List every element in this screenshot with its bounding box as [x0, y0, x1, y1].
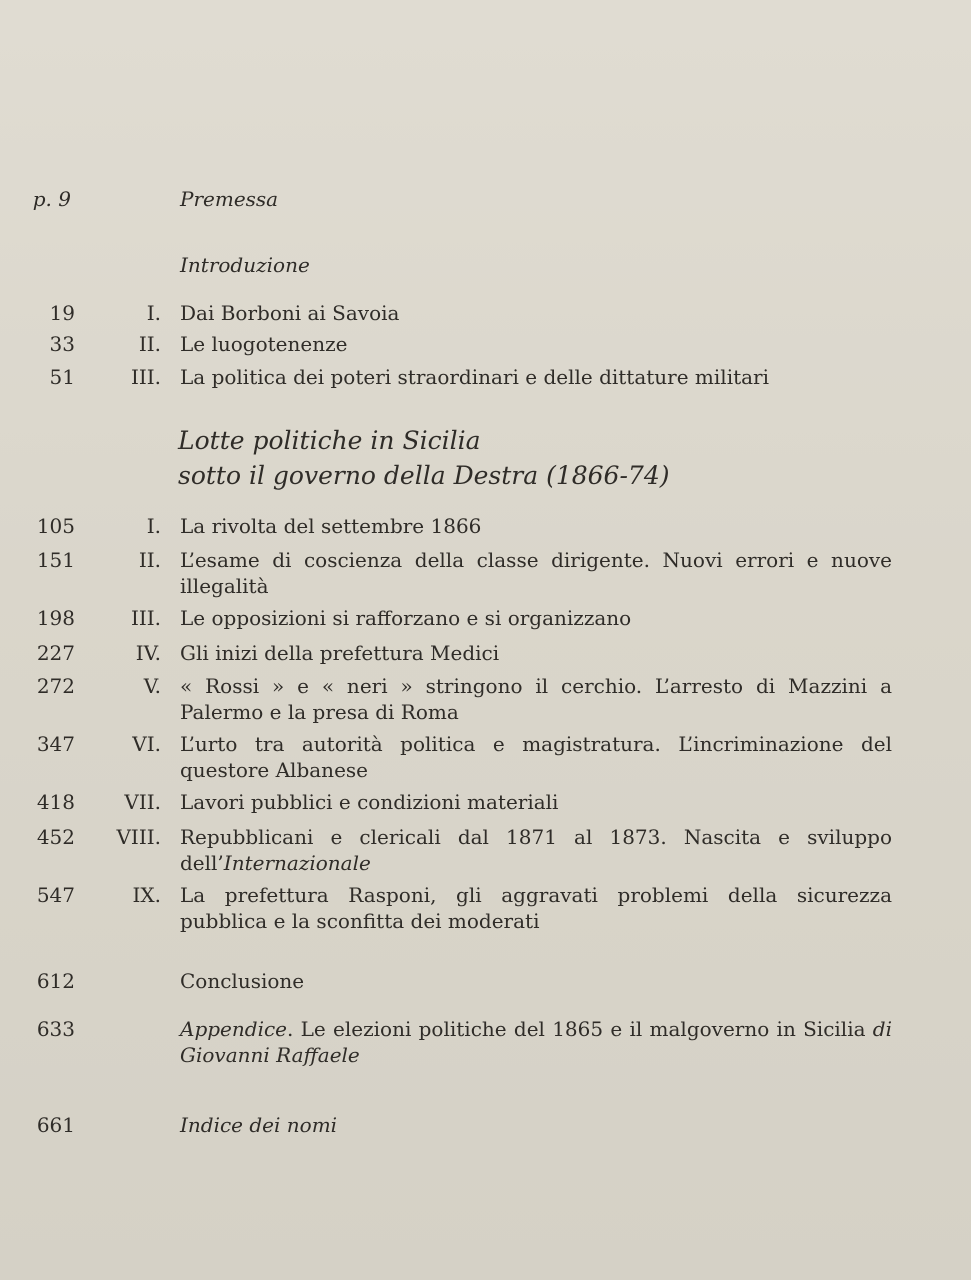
toc-page-number: 633	[36, 1017, 75, 1041]
toc-page-number: 198	[36, 606, 75, 630]
toc-title: « Rossi » e « neri » stringono il cerchio. L’arresto di Mazzini a Palermo e la presa di Roma	[180, 674, 892, 724]
toc-chapter-number: VII.	[124, 790, 161, 814]
toc-page-number: 347	[36, 732, 75, 756]
toc-title: Dai Borboni ai Savoia	[180, 301, 400, 325]
toc-page-number: 612	[36, 969, 75, 993]
appendix-author: Giovanni Raffaele	[180, 1043, 360, 1067]
toc-chapter-number: VI.	[132, 732, 161, 756]
appendix-text: . Le elezioni politiche del 1865 e il malgoverno in Sicilia	[287, 1017, 873, 1041]
part-title-line-2: sotto il governo della Destra (1866-74)	[178, 461, 670, 490]
toc-title: Indice dei nomi	[180, 1113, 338, 1137]
toc-title: La rivolta del settembre 1866	[180, 514, 482, 538]
toc-chapter-number: I.	[146, 301, 161, 325]
toc-page-number: 418	[36, 790, 75, 814]
part-title-line-1: Lotte politiche in Sicilia	[178, 426, 481, 455]
toc-page-number: 151	[36, 548, 75, 572]
toc-title: Gli inizi della prefettura Medici	[180, 641, 500, 665]
toc-title: Premessa	[180, 187, 279, 211]
toc-page-number: 227	[36, 641, 75, 665]
toc-page-number: 105	[36, 514, 75, 538]
toc-chapter-number: II.	[138, 548, 161, 572]
toc-title: Le opposizioni si rafforzano e si organizzano	[180, 606, 632, 630]
toc-page-number: 547	[36, 883, 75, 907]
toc-page-number: 19	[49, 301, 75, 325]
toc-page-number: 661	[36, 1113, 75, 1137]
toc-page-number: 33	[49, 332, 75, 356]
toc-title	[180, 1016, 892, 1068]
toc-page-number: 51	[49, 365, 75, 389]
toc-page-number: 272	[36, 674, 75, 698]
toc-title-italic: Internazionale	[223, 851, 371, 875]
appendix-by: di	[872, 1017, 892, 1041]
toc-chapter-number: II.	[138, 332, 161, 356]
toc-title: Lavori pubblici e condizioni materiali	[180, 790, 559, 814]
toc-title-text: Repubblicani e clericali dal 1871 al 1873. Nascita e sviluppo dell’	[180, 825, 892, 875]
toc-title: L’urto tra autorità politica e magistratura. L’incriminazione del questore Albanese	[180, 732, 892, 782]
toc-title	[180, 824, 892, 876]
toc-chapter-number: III.	[130, 606, 161, 630]
toc-section-title: Introduzione	[180, 253, 310, 277]
toc-chapter-number: VIII.	[116, 825, 161, 849]
appendix-label: Appendice	[180, 1017, 288, 1041]
toc-chapter-number: III.	[130, 365, 161, 389]
toc-page-number: p. 9	[32, 187, 71, 211]
toc-title: Le luogotenenze	[180, 332, 348, 356]
toc-chapter-number: V.	[143, 674, 161, 698]
toc-chapter-number: I.	[146, 514, 161, 538]
toc-chapter-number: IV.	[135, 641, 161, 665]
toc-title: La politica dei poteri straordinari e delle dittature militari	[180, 365, 770, 389]
toc-title: La prefettura Rasponi, gli aggravati problemi della sicurezza pubblica e la sconfitta dei moderati	[180, 883, 892, 933]
toc-chapter-number: IX.	[132, 883, 161, 907]
toc-page-number: 452	[36, 825, 75, 849]
toc-title: L’esame di coscienza della classe dirigente. Nuovi errori e nuove illegalità	[180, 548, 892, 598]
toc-title: Conclusione	[180, 969, 305, 993]
